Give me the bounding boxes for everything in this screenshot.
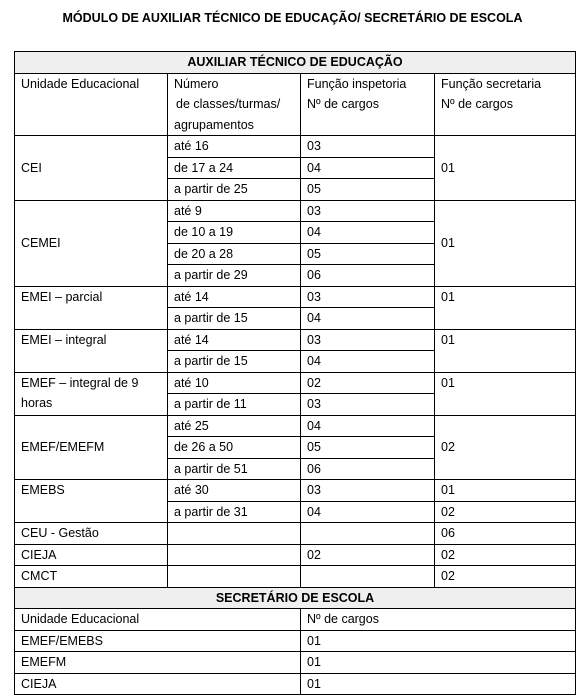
se-cargos-cell: 01: [301, 673, 576, 695]
inspetoria-cell: 05: [301, 179, 435, 201]
classes-cell: até 14: [168, 329, 301, 351]
unit-emei-parcial: EMEI – parcial: [15, 286, 168, 329]
table-row: [15, 480, 576, 502]
header-inspetoria: [301, 73, 435, 136]
classes-cell: até 25: [168, 415, 301, 437]
inspetoria-cell: 03: [301, 286, 435, 308]
section-title-se: SECRETÁRIO DE ESCOLA: [15, 587, 576, 609]
table-row: [15, 372, 576, 394]
classes-cell: a partir de 15: [168, 351, 301, 373]
inspetoria-cell: 04: [301, 415, 435, 437]
classes-cell: a partir de 51: [168, 458, 301, 480]
header-unidade: Unidade Educacional: [15, 73, 168, 136]
table-row: [15, 286, 576, 308]
inspetoria-cell: [301, 566, 435, 588]
inspetoria-cell: 05: [301, 243, 435, 265]
classes-cell: a partir de 15: [168, 308, 301, 330]
unit-emef-integral-line2: horas: [21, 396, 53, 410]
unit-emei-integral: EMEI – integral: [15, 329, 168, 372]
secretaria-cell: 01: [435, 329, 576, 372]
inspetoria-cell: 04: [301, 157, 435, 179]
classes-cell: de 17 a 24: [168, 157, 301, 179]
unit-emef-integral: [15, 372, 168, 415]
classes-cell: até 30: [168, 480, 301, 502]
header-inspetoria-line2: Nº de cargos: [307, 97, 379, 111]
inspetoria-cell: 03: [301, 200, 435, 222]
table-row: [15, 652, 576, 674]
table-row: [15, 566, 576, 588]
se-unit-cell: EMEFM: [15, 652, 301, 674]
unit-ceu: CEU - Gestão: [15, 523, 168, 545]
classes-cell: de 10 a 19: [168, 222, 301, 244]
se-unit-cell: EMEF/EMEBS: [15, 630, 301, 652]
secretaria-cell: 01: [435, 480, 576, 502]
secretaria-cell: 01: [435, 372, 576, 415]
classes-cell: até 9: [168, 200, 301, 222]
inspetoria-cell: 06: [301, 458, 435, 480]
classes-cell: de 20 a 28: [168, 243, 301, 265]
header-numero-line1: Número: [174, 76, 219, 91]
se-unit-cell: CIEJA: [15, 673, 301, 695]
inspetoria-cell: 04: [301, 351, 435, 373]
classes-cell: a partir de 31: [168, 501, 301, 523]
table-row: [15, 329, 576, 351]
se-header-cargos: Nº de cargos: [301, 609, 576, 631]
header-row: [15, 73, 576, 136]
secretaria-cell: 02: [435, 501, 576, 523]
unit-emef-integral-line1: EMEF – integral de 9: [21, 375, 139, 390]
inspetoria-cell: 03: [301, 136, 435, 158]
inspetoria-cell: 04: [301, 222, 435, 244]
classes-cell: a partir de 25: [168, 179, 301, 201]
header-secretaria-line1: Função secretaria: [441, 76, 542, 91]
modulo-table: [14, 51, 576, 695]
classes-cell: [168, 566, 301, 588]
table-row: [15, 673, 576, 695]
table-row: [15, 544, 576, 566]
classes-cell: [168, 523, 301, 545]
header-numero-line2: de classes/turmas/: [176, 97, 281, 111]
unit-cieja: CIEJA: [15, 544, 168, 566]
unit-cmct: CMCT: [15, 566, 168, 588]
classes-cell: a partir de 11: [168, 394, 301, 416]
section-header-ate: [15, 52, 576, 74]
secretaria-cell: 02: [435, 566, 576, 588]
secretaria-cell: 02: [435, 415, 576, 480]
classes-cell: [168, 544, 301, 566]
se-cargos-cell: 01: [301, 652, 576, 674]
inspetoria-cell: 03: [301, 394, 435, 416]
inspetoria-cell: 03: [301, 480, 435, 502]
se-cargos-cell: 01: [301, 630, 576, 652]
inspetoria-cell: 03: [301, 329, 435, 351]
table-row: [15, 523, 576, 545]
se-header-row: [15, 609, 576, 631]
inspetoria-cell: 02: [301, 372, 435, 394]
header-numero: [168, 73, 301, 136]
section-title-ate: AUXILIAR TÉCNICO DE EDUCAÇÃO: [15, 52, 576, 74]
table-row: [15, 630, 576, 652]
inspetoria-cell: 05: [301, 437, 435, 459]
unit-emef-emefm: EMEF/EMEFM: [15, 415, 168, 480]
section-header-se: [15, 587, 576, 609]
classes-cell: de 26 a 50: [168, 437, 301, 459]
secretaria-cell: 01: [435, 136, 576, 201]
inspetoria-cell: 02: [301, 544, 435, 566]
header-inspetoria-line1: Função inspetoria: [307, 76, 407, 91]
unit-emebs: EMEBS: [15, 480, 168, 523]
header-secretaria-line2: Nº de cargos: [441, 97, 513, 111]
unit-cei: CEI: [15, 136, 168, 201]
inspetoria-cell: 04: [301, 308, 435, 330]
inspetoria-cell: [301, 523, 435, 545]
se-header-unidade: Unidade Educacional: [15, 609, 301, 631]
secretaria-cell: 01: [435, 286, 576, 329]
classes-cell: até 14: [168, 286, 301, 308]
inspetoria-cell: 04: [301, 501, 435, 523]
table-row: [15, 415, 576, 437]
classes-cell: até 10: [168, 372, 301, 394]
classes-cell: a partir de 29: [168, 265, 301, 287]
header-numero-line3: agrupamentos: [174, 117, 254, 132]
secretaria-cell: 06: [435, 523, 576, 545]
inspetoria-cell: 06: [301, 265, 435, 287]
secretaria-cell: 01: [435, 200, 576, 286]
document-title: MÓDULO DE AUXILIAR TÉCNICO DE EDUCAÇÃO/ SECRETÁRIO DE ESCOLA: [62, 11, 523, 25]
table-row: [15, 136, 576, 158]
classes-cell: até 16: [168, 136, 301, 158]
table-row: [15, 200, 576, 222]
secretaria-cell: 02: [435, 544, 576, 566]
unit-cemei: CEMEI: [15, 200, 168, 286]
header-secretaria: [435, 73, 576, 136]
